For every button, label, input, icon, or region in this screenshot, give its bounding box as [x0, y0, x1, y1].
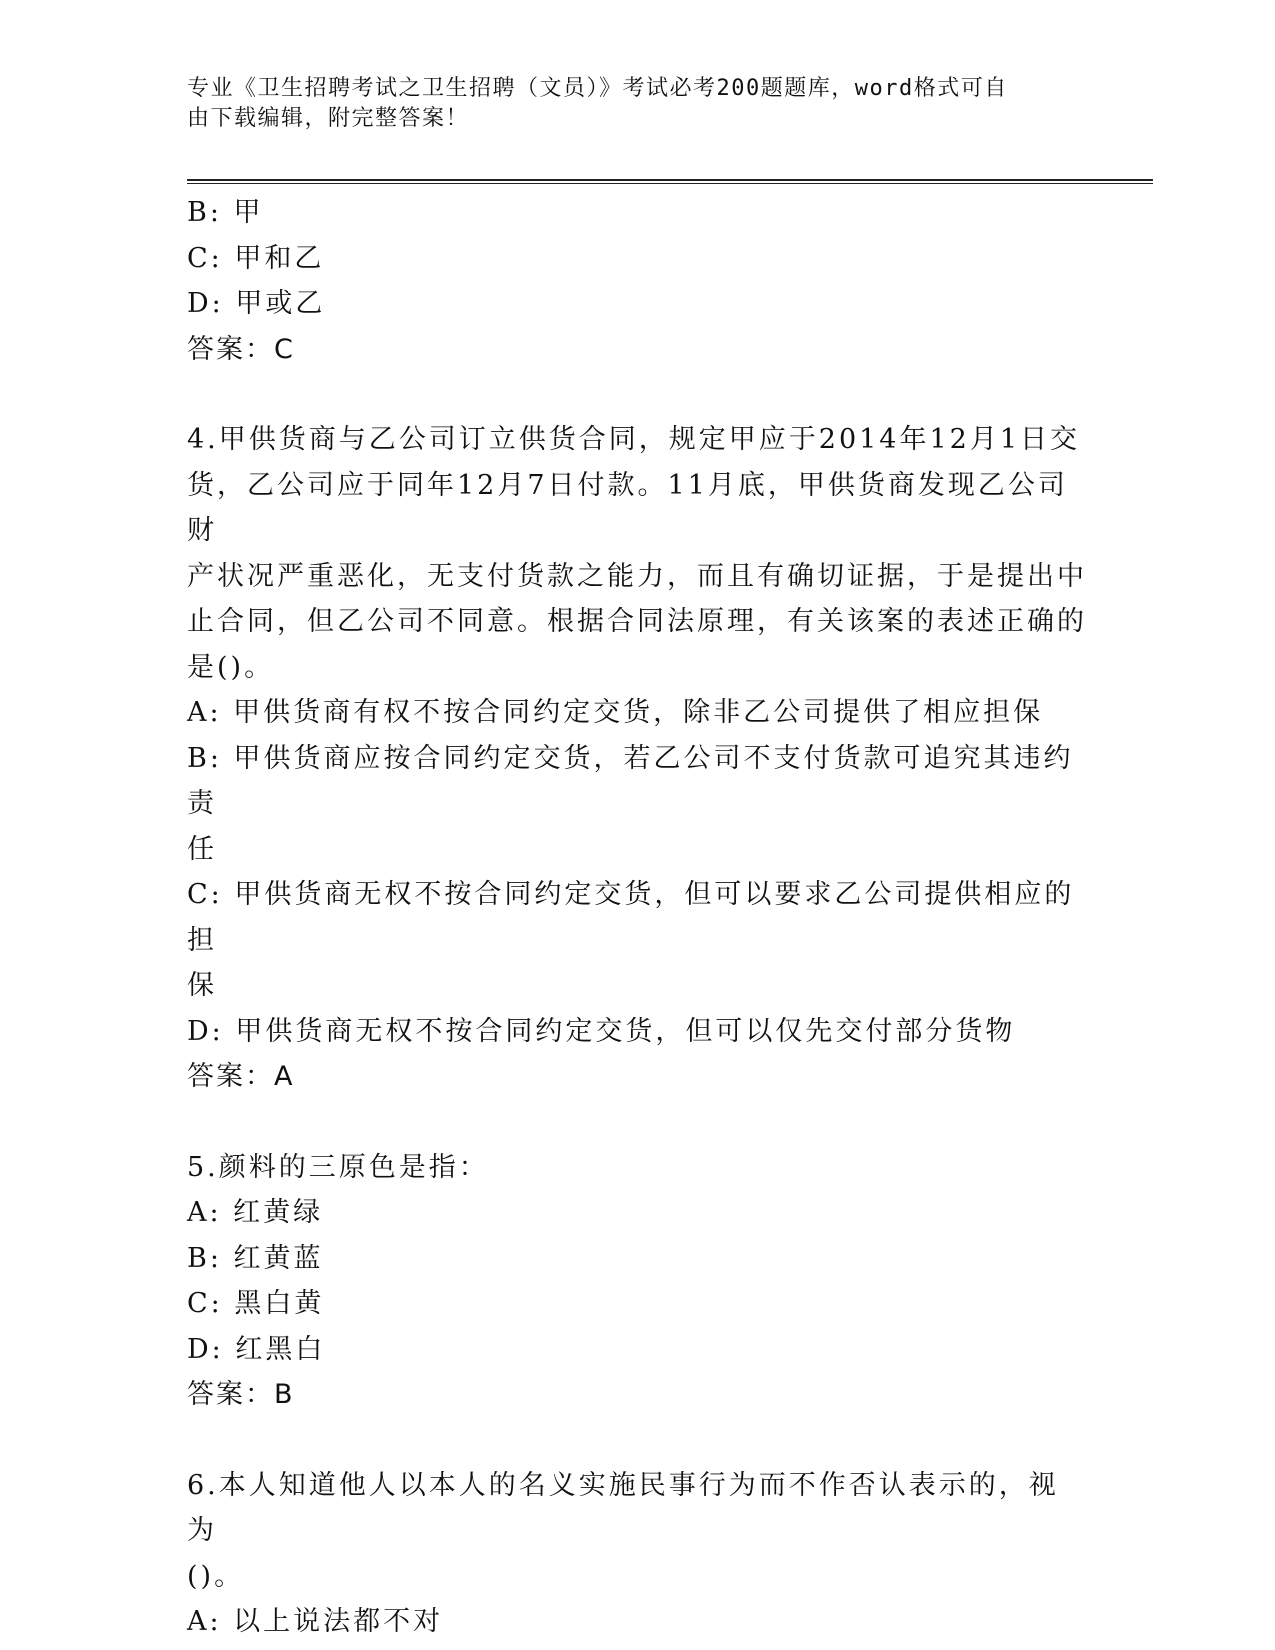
option-a: A: 以上说法都不对	[187, 1606, 444, 1637]
question-3	[187, 190, 1087, 372]
question-stem-line: ()。	[187, 1560, 245, 1592]
header-rule-thin	[187, 183, 1153, 184]
option-b: B: 甲	[187, 197, 264, 228]
header-line-1: 专业《卫生招聘考试之卫生招聘（文员）》考试必考200题题库，word格式可自	[187, 76, 1008, 101]
question-content	[187, 190, 1087, 1645]
question-stem-line: 货，乙公司应于同年12月7日付款。11月底，甲供货商发现乙公司财	[187, 469, 1068, 546]
option-c: C: 黑白黄	[187, 1288, 325, 1319]
option-a: A: 甲供货商有权不按合同约定交货，除非乙公司提供了相应担保	[187, 697, 1044, 728]
option-b: B: 甲供货商应按合同约定交货，若乙公司不支付货款可追究其违约责	[187, 742, 1074, 819]
question-4	[187, 417, 1087, 1100]
answer-line: 答案：A	[187, 1061, 295, 1092]
spacer	[187, 1418, 1087, 1463]
option-d: D: 甲供货商无权不按合同约定交货，但可以仅先交付部分货物	[187, 1015, 1016, 1047]
option-b: B: 红黄蓝	[187, 1242, 324, 1274]
answer-line: 答案：B	[187, 1379, 295, 1410]
header-rule-thick	[187, 179, 1153, 181]
document-header	[187, 74, 1067, 134]
question-stem-line: 产状况严重恶化，无支付货款之能力，而且有确切证据，于是提出中	[187, 560, 1087, 592]
spacer	[187, 372, 1087, 417]
question-stem-line: 是()。	[187, 651, 275, 683]
option-c: C: 甲供货商无权不按合同约定交货，但可以要求乙公司提供相应的担	[187, 879, 1075, 956]
question-stem: 5.颜料的三原色是指：	[187, 1151, 489, 1183]
question-stem-line: 4.甲供货商与乙公司订立供货合同，规定甲应于2014年12月1日交	[187, 424, 1081, 455]
option-d: D: 甲或乙	[187, 288, 326, 319]
option-b-continued: 任	[187, 833, 217, 865]
answer-line: 答案：C	[187, 333, 295, 365]
question-stem-line: 6.本人知道他人以本人的名义实施民事行为而不作否认表示的，视为	[187, 1469, 1059, 1546]
spacer	[187, 1100, 1087, 1145]
option-a: A: 红黄绿	[187, 1197, 324, 1228]
option-c: C: 甲和乙	[187, 242, 325, 274]
option-d: D: 红黑白	[187, 1333, 326, 1365]
question-6	[187, 1463, 1087, 1645]
header-line-2: 由下载编辑，附完整答案！	[187, 106, 470, 131]
question-stem-line: 止合同，但乙公司不同意。根据合同法原理，有关该案的表述正确的	[187, 606, 1087, 637]
option-c-continued: 保	[187, 970, 217, 1001]
question-5	[187, 1145, 1087, 1418]
